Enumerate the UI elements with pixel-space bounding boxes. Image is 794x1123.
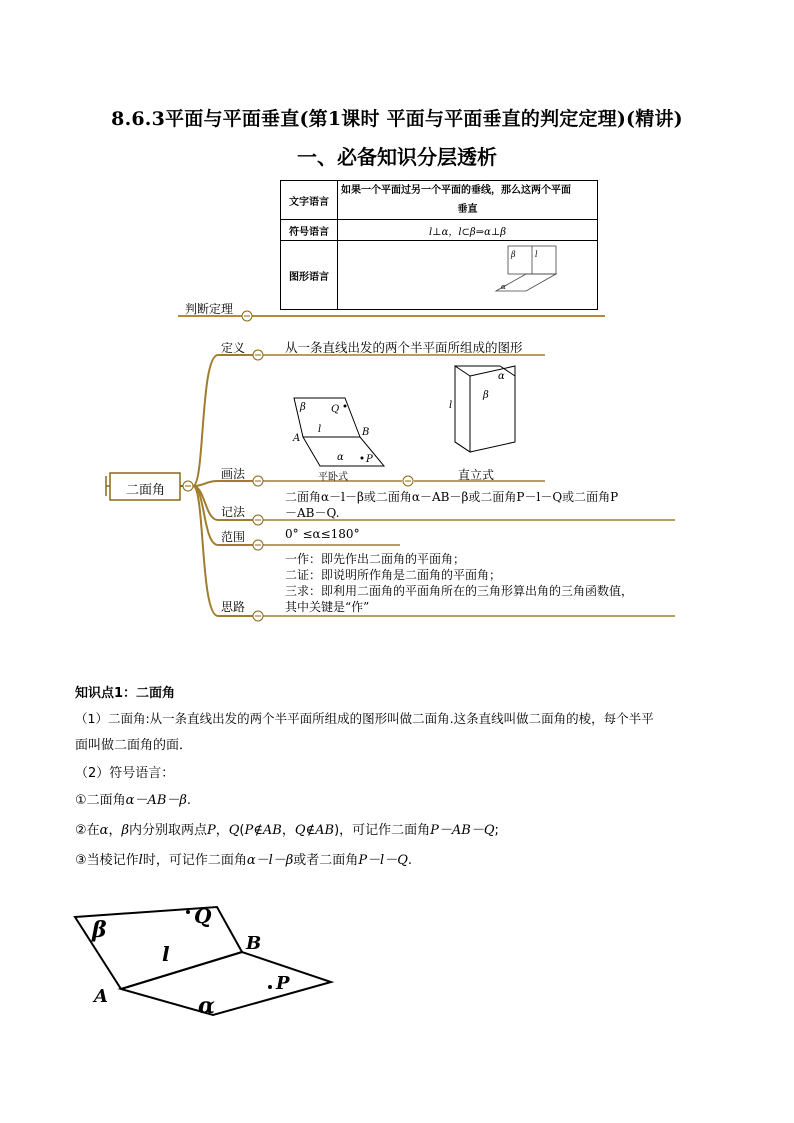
page-title: 8.6.3平面与平面垂直(第1课时 平面与平面垂直的判定定理)(精讲) [111,108,683,130]
symbol-language-heading: （2）符号语言： [75,766,175,781]
upright-label-beta: β [483,390,489,401]
flat-label-alpha: α [337,452,344,463]
upright-label-l: l [449,400,453,411]
branch-label-drawing: 画法 [221,467,246,481]
big-label-B: B [246,933,262,954]
approach-line1: 一作：即先作出二面角的平面角； [285,552,466,566]
section-heading: 一、必备知识分层透析 [297,145,497,169]
approach-line3: 三求：即利用二面角的平面角所在的三角形算出角的三角函数值， [285,584,634,598]
root-node-label: 二面角 [126,483,166,498]
branch-label-definition: 定义 [221,341,246,355]
knowledge-point-title: 知识点1：二面角 [75,686,176,701]
notation-line1: 二面角α－l－β或二面角α－AB－β或二面角P－l－Q或二面角P [285,490,619,504]
upright-dihedral-figure [455,366,515,452]
label-beta: β [511,250,516,259]
row-header-figure-language: 图形语言 [281,241,338,310]
half-plane-alpha [121,952,331,1015]
edge-AB [121,952,242,989]
flat-label-Q: Q [331,404,340,415]
flat-caption: 平卧式 [318,472,348,483]
definition-paragraph-line1: （1）二面角:从一条直线出发的两个半平面所组成的图形叫做二面角.这条直线叫做二面角的棱，每个半平 [75,711,654,726]
item-2: ②在α，β内分别取两点P，Q(P∉AB，Q∉AB)，可记作二面角P－AB－Q; [75,823,499,838]
point-Q-dot [186,910,190,914]
text-language-line2: 垂直 [457,204,478,215]
notation-line2: －AB－Q. [285,506,340,520]
row-header-text-language: 文字语言 [281,181,338,220]
row-header-symbol-language: 符号语言 [281,220,338,241]
big-label-alpha: α [198,993,215,1019]
label-l: l [535,250,538,259]
label-alpha: α [501,283,506,291]
big-label-A: A [94,986,108,1007]
dihedral-angle-figure [70,885,350,1035]
definition-paragraph-line2: 面叫做二面角的面． [75,738,193,753]
big-label-beta: β [92,917,107,943]
upright-caption: 直立式 [458,468,495,482]
point-P-dot [268,985,272,989]
flat-label-beta: β [300,402,306,413]
judgment-label: 判断定理 [185,302,234,316]
math-dihedral-p-ab-q: P－AB－Q [430,823,495,838]
math-dihedral-alpha-ab-beta: α－AB－β [125,793,187,808]
text-language-line1: 如果一个平面过另一个平面的垂线，那么这两个平面 [341,185,571,196]
flat-label-B: B [362,427,370,438]
upright-label-alpha: α [498,371,505,382]
branch-label-approach: 思路 [221,600,246,614]
math-dihedral-alpha-l-beta: α－l－β [246,853,294,868]
big-label-l: l [162,942,170,966]
item-3: ③当棱记作l时，可记作二面角α－l－β或者二面角P－l－Q. [75,853,413,868]
flat-label-P: P [366,454,373,465]
item-1: ①二面角α－AB－β. [75,793,192,808]
branch-label-range: 范围 [221,530,246,544]
range-text: 0° ≤α≤180° [285,527,360,541]
math-dihedral-p-l-q: P－l－Q [358,853,408,868]
approach-line2: 二证：即说明所作角是二面角的平面角； [285,568,502,582]
symbol-language-cell: l⊥α，l⊂β⇒α⊥β [338,220,598,241]
big-label-Q: Q [194,904,212,928]
branch-label-notation: 记法 [221,505,246,519]
definition-text: 从一条直线出发的两个半平面所组成的图形 [285,340,523,355]
flat-label-l: l [318,424,322,435]
flat-label-A: A [293,433,301,444]
approach-line4: 其中关键是“作” [285,600,370,614]
big-label-P: P [276,973,290,994]
